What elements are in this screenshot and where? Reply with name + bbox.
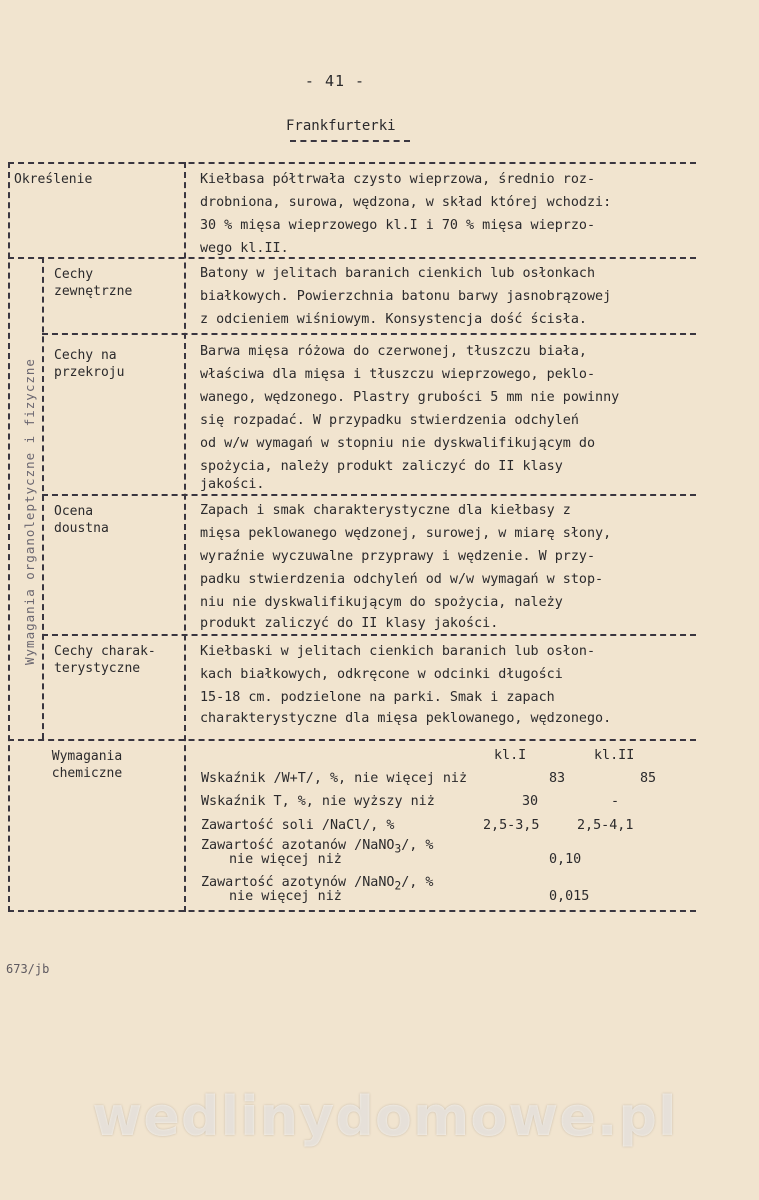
row-divider bbox=[8, 257, 696, 259]
page-number: - 41 - bbox=[304, 72, 366, 90]
chem-value-shared: 0,10 bbox=[549, 852, 582, 867]
text-line: białkowych. Powierzchnia batonu barwy jasnobrązowej bbox=[200, 289, 612, 304]
table-left-border bbox=[8, 162, 10, 912]
section-label-cechy-charakterystyczne: Cechy charak- terystyczne bbox=[54, 644, 156, 676]
text-line: 15-18 cm. podzielone na parki. Smak i zapach bbox=[200, 690, 555, 705]
table-bottom-border bbox=[8, 910, 696, 912]
chem-name-tail: /, % bbox=[401, 838, 434, 853]
column-header-kl-ii: kl.II bbox=[594, 748, 635, 763]
text-line: właściwa dla mięsa i tłuszczu wieprzowego, peklo- bbox=[200, 367, 596, 382]
row-divider bbox=[42, 333, 696, 335]
document-title: Frankfurterki bbox=[286, 118, 396, 134]
chem-row-name: Wskaźnik /W+T/, %, nie więcej niż bbox=[201, 771, 468, 786]
text-line: produkt zaliczyć do II klasy jakości. bbox=[200, 616, 499, 631]
chem-row-name-2: nie więcej niż bbox=[229, 889, 342, 904]
chem-value-kl-i: 30 bbox=[522, 794, 539, 809]
chem-name-text: Zawartość azotynów /NaNO bbox=[201, 875, 395, 890]
text-line: Barwa mięsa różowa do czerwonej, tłuszczu biała, bbox=[200, 344, 587, 359]
chem-value-kl-ii: 2,5-4,1 bbox=[577, 818, 634, 833]
text-line: niu nie dyskwalifikującym do spożycia, należy bbox=[200, 595, 563, 610]
text-line: Batony w jelitach baranich cienkich lub osłonkach bbox=[200, 266, 596, 281]
text-line: padku stwierdzenia odchyleń od w/w wymagań w stop- bbox=[200, 572, 604, 587]
side-group-label: Wymagania organoleptyczne i fizyczne bbox=[22, 358, 37, 665]
text-line: się rozpadać. W przypadku stwierdzenia odchyleń bbox=[200, 413, 579, 428]
column-divider bbox=[184, 162, 186, 912]
footer-code: 673/jb bbox=[6, 962, 50, 976]
text-line: spożycia, należy produkt zaliczyć do II klasy bbox=[200, 459, 563, 474]
chem-value-shared: 0,015 bbox=[549, 889, 590, 904]
section-label-cechy-na-przekroju: Cechy na przekroju bbox=[54, 348, 125, 380]
text-line: Kiełbasa półtrwała czysto wieprzowa, średnio roz- bbox=[200, 172, 596, 187]
text-line: Kiełbaski w jelitach cienkich baranich lub osłon- bbox=[200, 644, 596, 659]
text-line: Zapach i smak charakterystyczne dla kiełbasy z bbox=[200, 503, 571, 518]
text-line: 30 % mięsa wieprzowego kl.I i 70 % mięsa wieprzo- bbox=[200, 218, 596, 233]
section-label-wymagania-chemiczne: Wymagania chemiczne bbox=[51, 749, 123, 781]
text-line: kach białkowych, odkręcone w odcinki długości bbox=[200, 667, 563, 682]
chem-value-kl-ii: - bbox=[611, 794, 620, 809]
section-label-cechy-zewnetrzne: Cechy zewnętrzne bbox=[54, 267, 133, 299]
chem-name-text: Zawartość azotanów /NaNO bbox=[201, 838, 395, 853]
section-label-ocena-doustna: Ocena doustna bbox=[54, 504, 109, 536]
chem-row-name: Wskaźnik T, %, nie wyższy niż bbox=[201, 794, 435, 809]
chem-name-tail: /, % bbox=[401, 875, 434, 890]
text-line: drobniona, surowa, wędzona, w skład której wchodzi: bbox=[200, 195, 612, 210]
chem-value-kl-i: 83 bbox=[549, 771, 566, 786]
table-top-border bbox=[8, 162, 696, 164]
text-line: mięsa peklowanego wędzonej, surowej, w miarę słony, bbox=[200, 526, 612, 541]
row-divider bbox=[42, 494, 696, 496]
row-divider bbox=[8, 739, 696, 741]
title-underline bbox=[290, 140, 410, 142]
text-line: charakterystyczne dla mięsa peklowanego, wędzonego. bbox=[200, 711, 612, 726]
chem-row-name: Zawartość soli /NaCl/, % bbox=[201, 818, 395, 833]
text-line: wego kl.II. bbox=[200, 241, 289, 256]
text-line: wanego, wędzonego. Plastry grubości 5 mm nie powinny bbox=[200, 390, 620, 405]
watermark: wedlinydomowe.pl bbox=[92, 1085, 678, 1148]
column-header-kl-i: kl.I bbox=[494, 748, 527, 763]
text-line: jakości. bbox=[200, 477, 265, 492]
chem-row-name-2: nie więcej niż bbox=[229, 852, 342, 867]
text-line: z odcieniem wiśniowym. Konsystencja dość ścisła. bbox=[200, 312, 587, 327]
section-label-okreslenie: Określenie bbox=[14, 172, 93, 187]
chem-value-kl-i: 2,5-3,5 bbox=[483, 818, 540, 833]
text-line: od w/w wymagań w stopniu nie dyskwalifikującym do bbox=[200, 436, 596, 451]
chem-subscript: 3 bbox=[394, 842, 402, 856]
chem-subscript: 2 bbox=[394, 879, 402, 893]
subgroup-border bbox=[42, 257, 44, 739]
chem-value-kl-ii: 85 bbox=[640, 771, 657, 786]
text-line: wyraźnie wyczuwalne przyprawy i wędzenie. W przy- bbox=[200, 549, 596, 564]
